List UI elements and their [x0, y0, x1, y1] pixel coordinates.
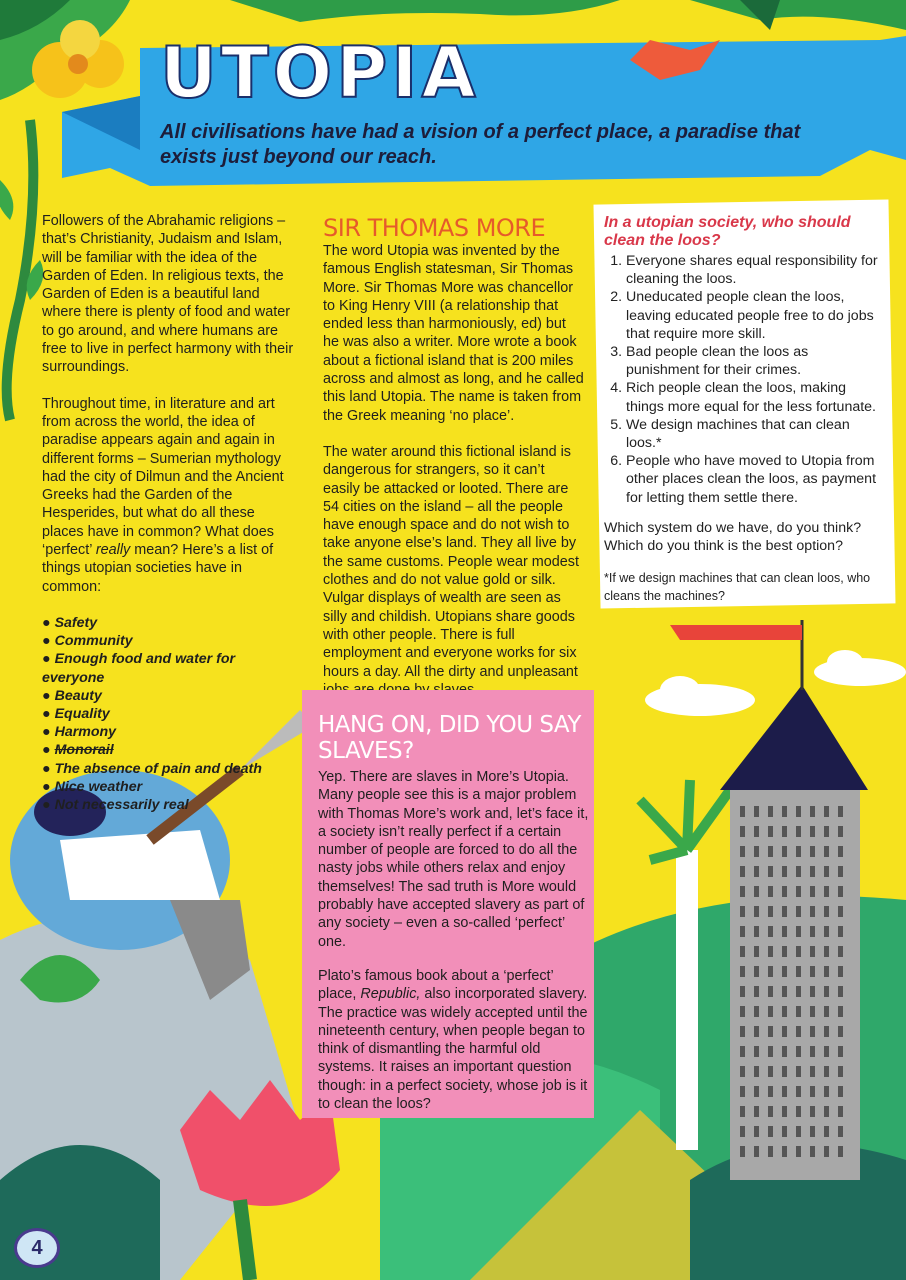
tower-window [796, 1106, 801, 1117]
tower-window [740, 846, 745, 857]
footnote: *If we design machines that can clean loos, who cleans the machines? [604, 571, 871, 604]
tower-window [824, 846, 829, 857]
tower-window [768, 986, 773, 997]
tower-window [768, 1126, 773, 1137]
tower-window [824, 986, 829, 997]
tower-window [796, 866, 801, 877]
tower-window [754, 1106, 759, 1117]
page-title: UTOPIA [160, 32, 480, 114]
tower-window [754, 886, 759, 897]
tower-window [740, 826, 745, 837]
tower-window [740, 1146, 745, 1157]
tower-window [824, 866, 829, 877]
page-subtitle: All civilisations have had a vision of a perfect place, a paradise that exists just beyond our reach. [160, 121, 801, 168]
tower-window [768, 1026, 773, 1037]
tower-window [810, 1026, 815, 1037]
thomas-more-column [323, 214, 585, 717]
tower-window [838, 1066, 843, 1077]
tower-window [824, 1026, 829, 1037]
tower-window [768, 946, 773, 957]
list-item: ● Community [42, 632, 300, 650]
island-paragraph: The water around this fictional island is dangerous for strangers, so it can’t easily be attacked or looted. There are 54 cities on the island – all the people have enough space and do not wish to take anyone else’s land. They all live by the same customs. People wear modest clothes and do not value gold or silk. Vulgar displays of wealth are seen as silly and childish. Utopians share goods with other people. There is full employment and everyone works for six hours a day. All the dirty and unpleasant [323, 443, 579, 680]
tower-window [838, 986, 843, 997]
tower-window [740, 806, 745, 817]
list-item: ● Equality [42, 705, 300, 723]
flag-icon [670, 625, 802, 640]
tower-window [782, 1086, 787, 1097]
tower-window [810, 826, 815, 837]
tower-window [796, 946, 801, 957]
list-item: ● Enough food and water for everyone [42, 650, 300, 686]
tower-window [754, 866, 759, 877]
tower-window [796, 1126, 801, 1137]
tower-window [754, 946, 759, 957]
tower-window [768, 846, 773, 857]
slaves-paragraph: Yep. There are slaves in More’s Utopia. Many people see this is a major problem with Thomas More’s work and, let’s face it, a society isn’t really perfect if a certain number of people are forced to do all the nasty jobs while others relax and enjoy themselves! The sad truth is More would probably have accepted slavery as part of any society – even a so-called ‘perfect’ one. [318, 769, 589, 950]
question-prompt: Which system do we have, do you think? Which do you think is the best option? [604, 519, 862, 555]
tower-window [824, 946, 829, 957]
tower-window [796, 886, 801, 897]
tower-window [740, 1006, 745, 1017]
option-item: 3. Bad people clean the loos as punishment for their crimes. [626, 343, 882, 379]
tower-window [754, 1006, 759, 1017]
tower-window [824, 1006, 829, 1017]
tower-window [782, 1126, 787, 1137]
option-item: 1. Everyone shares equal responsibility for cleaning the loos. [626, 252, 882, 288]
tower-window [754, 806, 759, 817]
tower-window [824, 1106, 829, 1117]
tower-window [740, 946, 745, 957]
tower-window [796, 966, 801, 977]
options-list [604, 252, 882, 507]
list-item: ● Harmony [42, 723, 300, 741]
list-item: ● Nice weather [42, 778, 300, 796]
list-item-struck: ● Monorail [42, 741, 300, 759]
paradise-paragraph: Throughout time, in literature and art from across the world, the idea of paradise appears again and again in different forms – Sumerian mythology had the city of Dilmun and the Ancient Greeks had the Garden of the Hesperides, but what do all these places have in common? What does ‘perfect’ really mean? Here’s a list of things utopian societies have in common: [42, 395, 284, 595]
tower-window [838, 1146, 843, 1157]
list-item: ● Not necessarily real [42, 796, 300, 814]
tower-window [810, 1086, 815, 1097]
tower-window [782, 946, 787, 957]
slaves-box [318, 712, 590, 1129]
tower-window [740, 966, 745, 977]
tower-window [796, 1066, 801, 1077]
tower-window [824, 926, 829, 937]
tower-window [810, 866, 815, 877]
tower-window [810, 966, 815, 977]
option-item: 5. We design machines that can clean loos.* [626, 416, 882, 452]
tower-window [810, 946, 815, 957]
tower-window [740, 986, 745, 997]
tower-window [824, 806, 829, 817]
tower-window [838, 826, 843, 837]
tower-window [782, 986, 787, 997]
tower-window [768, 906, 773, 917]
tower-window [824, 906, 829, 917]
tower-window [754, 926, 759, 937]
tower-window [782, 806, 787, 817]
tower-window [754, 966, 759, 977]
tower-window [838, 846, 843, 857]
tower-window [768, 1106, 773, 1117]
tower-window [740, 1126, 745, 1137]
tower-window [824, 1146, 829, 1157]
tower-window [796, 1086, 801, 1097]
tower-window [824, 1066, 829, 1077]
tower-window [754, 1146, 759, 1157]
tower-window [838, 1046, 843, 1057]
tower-window [768, 826, 773, 837]
tower-window [740, 1106, 745, 1117]
tower-window [810, 1126, 815, 1137]
utopia-features-list [42, 614, 300, 814]
tower-window [810, 1146, 815, 1157]
tower-window [838, 906, 843, 917]
tower-window [754, 906, 759, 917]
tower-window [838, 946, 843, 957]
emphasis-really: really [95, 542, 131, 559]
option-item: 4. Rich people clean the loos, making things more equal for the less fortunate. [626, 379, 882, 415]
tower-window [740, 1086, 745, 1097]
tower-window [782, 866, 787, 877]
option-item: 6. People who have moved to Utopia from other places clean the loos, as payment for letting them settle there. [626, 452, 882, 507]
tower-window [740, 926, 745, 937]
tower-window [754, 1086, 759, 1097]
tower-window [782, 1006, 787, 1017]
tower-window [810, 906, 815, 917]
question-heading: In a utopian society, who should clean the loos? [604, 214, 851, 249]
tower-window [754, 1026, 759, 1037]
tower-window [810, 846, 815, 857]
tower-window [838, 866, 843, 877]
section-heading: HANG ON, DID YOU SAY SLAVES? [318, 712, 581, 764]
tower-window [810, 926, 815, 937]
left-vine [7, 120, 34, 420]
tower-window [782, 846, 787, 857]
tower-window [838, 926, 843, 937]
tower-window [810, 1106, 815, 1117]
tower-window [768, 966, 773, 977]
tower-window [768, 1066, 773, 1077]
tower-window [838, 966, 843, 977]
tower-window [740, 906, 745, 917]
tower-window [824, 826, 829, 837]
tower-window [796, 926, 801, 937]
tower-window [824, 1126, 829, 1137]
tower-window [796, 1026, 801, 1037]
question-box [604, 214, 882, 605]
intro-column [42, 212, 300, 814]
tower-window [754, 986, 759, 997]
tower-window [782, 926, 787, 937]
thomas-more-paragraph: The word Utopia was invented by the famous English statesman, Sir Thomas More. Sir Thomas More was chancellor to King Henry VIII (a relationship that ended less than harmoniously, ed) but he was also a writer. More wrote a book about a fictional island that is 200 miles across and almost as long, and he called this land Utopia. The name is taken from the Greek meaning ‘no place’. [323, 243, 584, 424]
list-item: ● The absence of pain and death [42, 760, 300, 778]
tower-window [782, 906, 787, 917]
tower-window [740, 1026, 745, 1037]
tower-window [796, 806, 801, 817]
tower-window [796, 1006, 801, 1017]
tower-window [768, 1006, 773, 1017]
tower-window [810, 1066, 815, 1077]
book-title-republic: Republic, [360, 986, 421, 1003]
tower-window [838, 1026, 843, 1037]
tower-window [796, 986, 801, 997]
tower-window [838, 1106, 843, 1117]
tower-window [754, 826, 759, 837]
tower-window [782, 1066, 787, 1077]
tower-window [782, 966, 787, 977]
tower-window [768, 866, 773, 877]
tower-window [796, 1146, 801, 1157]
tower-window [824, 1086, 829, 1097]
tower-window [754, 1126, 759, 1137]
tower-window [824, 1046, 829, 1057]
tower-window [810, 886, 815, 897]
tower-window [782, 1106, 787, 1117]
tower-window [838, 1126, 843, 1137]
list-item: ● Safety [42, 614, 300, 632]
tower-window [768, 1086, 773, 1097]
tower-window [782, 1026, 787, 1037]
tower-window [740, 1066, 745, 1077]
tower-window [740, 866, 745, 877]
plato-paragraph: Plato’s famous book about a ‘perfect’ place, Republic, also incorporated slavery. The practice was widely accepted until the nineteenth century, when people began to think of dismantling the harmful old systems. It raises an important question though: in a perfect society, whose job is it to clean the loos? [318, 967, 588, 1113]
page-number: 4 [14, 1228, 60, 1268]
section-heading: SIR THOMAS MORE [323, 214, 546, 242]
tower-window [754, 1046, 759, 1057]
tower-window [768, 886, 773, 897]
tower-window [782, 1146, 787, 1157]
tower-window [768, 926, 773, 937]
tower-window [796, 906, 801, 917]
tower-window [796, 846, 801, 857]
tower-window [740, 886, 745, 897]
tower-window [838, 806, 843, 817]
option-item: 2. Uneducated people clean the loos, leaving educated people free to do jobs that require more skill. [626, 288, 882, 343]
tower-window [838, 1006, 843, 1017]
tower-window [768, 806, 773, 817]
tower-window [754, 846, 759, 857]
tower-window [810, 986, 815, 997]
tower-window [782, 1046, 787, 1057]
tower-window [768, 1046, 773, 1057]
tower-window [740, 1046, 745, 1057]
tower-window [838, 1086, 843, 1097]
tower-window [782, 826, 787, 837]
white-pole [676, 850, 698, 1150]
tower-window [810, 1006, 815, 1017]
tower-window [824, 886, 829, 897]
tower-window [824, 966, 829, 977]
tower-window [754, 1066, 759, 1077]
tower-window [782, 886, 787, 897]
tower-window [810, 1046, 815, 1057]
tower-window [838, 886, 843, 897]
tower-window [768, 1146, 773, 1157]
tower-window [796, 826, 801, 837]
tower-window [810, 806, 815, 817]
tower-window [796, 1046, 801, 1057]
list-item: ● Beauty [42, 687, 300, 705]
intro-paragraph: Followers of the Abrahamic religions – that’s Christianity, Judaism and Islam, will be familiar with the idea of the Garden of Eden. In religious texts, the Garden of Eden is a beautiful land where there is plenty of food and water to go around, and where humans are free to live in perfect harmony with their surroundings. [42, 213, 294, 376]
